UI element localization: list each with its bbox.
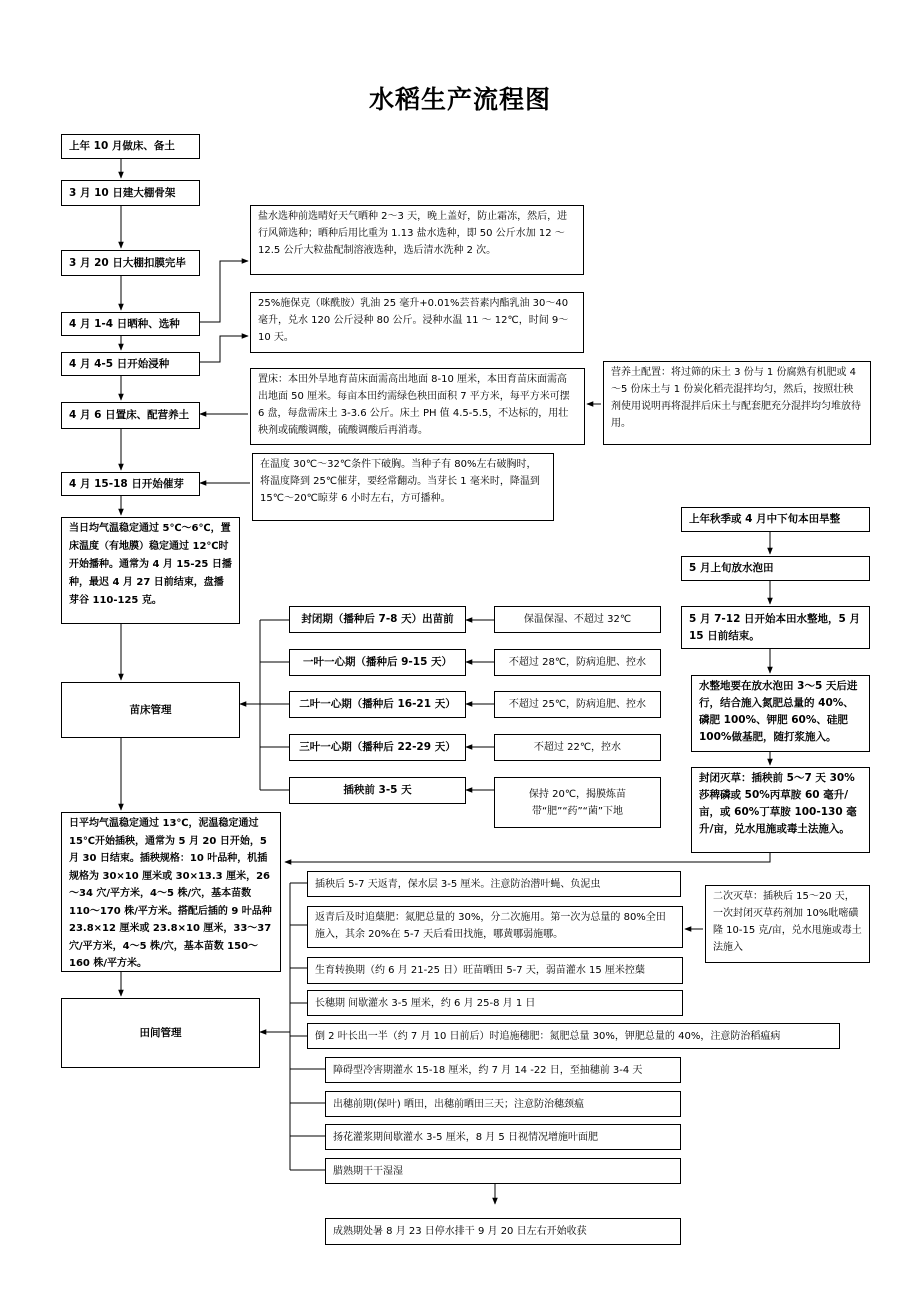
note-germination: 在温度 30℃～32℃条件下破胸。当种子有 80%左右破胸时，将温度降到 25℃催芽，要经常翻动。当芽长 1 毫米时，降温到 15℃～20℃晾芽 6 小时左右，方可播种。: [252, 453, 554, 521]
step-prepare-bed: 上年 10 月做床、备土: [61, 134, 200, 159]
field-step-dough-stage: 腊熟期干干湿湿: [325, 1158, 681, 1184]
step-seed-selection: 4 月 1-4 日晒种、选种: [61, 312, 200, 336]
field-prep-flooding: 5 月上旬放水泡田: [681, 556, 870, 581]
seedbed-measure-pre-transplant: 保持 20℃，揭膜炼苗带“肥”“药”“菌”下地: [494, 777, 661, 828]
note-bed-setting: 置床：本田外旱地育苗床面需高出地面 8-10 厘米，本田育苗床面需高出地面 50 厘米。每亩本田约需绿色秧田面积 7 平方米，每平方米可摆 6 盘，每盘需床土 3-3.6 公斤。床土 PH 值 4.5-5.5，不达标的，用壮秧剂或硫酸调酸，硫酸调酸后再消毒。: [250, 368, 585, 445]
step-field-management: 田间管理: [61, 998, 260, 1068]
step-bed-nutrient-soil: 4 月 6 日置床、配营养土: [61, 402, 200, 429]
step-germination: 4 月 15-18 日开始催芽: [61, 472, 200, 496]
field-step-panicle-fertilizer: 倒 2 叶长出一半（约 7 月 10 日前后）时追施穗肥：氮肥总量 30%，钾肥总量的 40%，注意防治稻瘟病: [307, 1023, 840, 1049]
field-prep-base-fertilizer: 水整地要在放水泡田 3～5 天后进行，结合施入氮肥总量的 40%、磷肥 100%、钾肥 60%、硅肥 100%做基肥，随打浆施入。: [691, 675, 870, 752]
step-greenhouse-frame: 3 月 10 日建大棚骨架: [61, 180, 200, 206]
step-transplanting: 日平均气温稳定通过 13℃，泥温稳定通过 15℃开始插秧，通常为 5 月 20 日开始，5 月 30 日结束。插秧规格：10 叶品种，机插规格为 30×10 厘米或 30×13.3 厘米，26～34 穴/平方米，4～5 株/穴，基本苗数 110～170 株/平方米。搭配后插的 9 叶品种 23.8×12 厘米或 23.8×10 厘米，33～37 穴/平方米，4～5 株/穴，基本苗数 150～160 株/平方米。: [61, 812, 281, 972]
final-step-harvest: 成熟期处暑 8 月 23 日停水排干 9 月 20 日左右开始收获: [325, 1218, 681, 1245]
step-seed-soaking: 4 月 4-5 日开始浸种: [61, 352, 200, 376]
field-prep-dry-tillage: 上年秋季或 4 月中下旬本田旱整: [681, 507, 870, 532]
field-step-tiller-fertilizer: 返青后及时追蘖肥：氮肥总量的 30%，分二次施用。第一次为总量的 80%全田施入，其余 20%在 5-7 天后看田找施，哪黄哪弱施哪。: [307, 906, 683, 948]
seedbed-stage-three-leaf: 三叶一心期（播种后 22-29 天）: [289, 734, 466, 761]
note-second-weeding: 二次灭草：插秧后 15～20 天，一次封闭灭草药剂加 10%吡嘧磺隆 10-15 克/亩，兑水甩施或毒土法施入: [705, 885, 870, 963]
field-prep-water-tillage: 5 月 7-12 日开始本田水整地，5 月 15 日前结束。: [681, 606, 870, 649]
note-soaking: 25%施保克（咪酰胺）乳油 25 毫升+0.01%芸苔素内酯乳油 30～40 毫升，兑水 120 公斤浸种 80 公斤。浸种水温 11 ～ 12℃，时间 9～10 天。: [250, 292, 584, 353]
step-greenhouse-film: 3 月 20 日大棚扣膜完毕: [61, 250, 200, 276]
step-sowing: 当日均气温稳定通过 5℃～6℃，置床温度（有地膜）稳定通过 12℃时开始播种。通常为 4 月 15-25 日播种，最迟 4 月 27 日前结束，盘播芽谷 110-125 克。: [61, 517, 240, 624]
seedbed-stage-pre-transplant: 插秧前 3-5 天: [289, 777, 466, 804]
field-step-cold-damage: 障碍型冷害期灌水 15-18 厘米，约 7 月 14 -22 日，至抽穗前 3-4 天: [325, 1057, 681, 1083]
seedbed-stage-closed: 封闭期（播种后 7-8 天）出苗前: [289, 606, 466, 633]
field-prep-closed-weeding: 封闭灭草：插秧前 5～7 天 30%莎稗磷或 50%丙草胺 60 毫升/亩，或 60%丁草胺 100-130 毫升/亩，兑水甩施或毒土法施入。: [691, 767, 870, 853]
field-step-flowering: 扬花灌浆期间歇灌水 3-5 厘米，8 月 5 日视情况增施叶面肥: [325, 1124, 681, 1150]
seedbed-measure-one-leaf: 不超过 28℃，防病追肥、控水: [494, 649, 661, 676]
seedbed-stage-two-leaf: 二叶一心期（播种后 16-21 天）: [289, 691, 466, 718]
note-salt-selection: 盐水选种前选晴好天气晒种 2～3 天，晚上盖好，防止霜冻，然后，进行风筛选种；晒种后用比重为 1.13 盐水选种，即 50 公斤水加 12 ～ 12.5 公斤大粒盐配制溶液选种，选后清水洗种 2 次。: [250, 205, 584, 275]
field-step-regreening: 插秧后 5-7 天返青，保水层 3-5 厘米。注意防治潜叶蝇、负泥虫: [307, 871, 681, 897]
field-step-transition-period: 生育转换期（约 6 月 21-25 日）旺苗晒田 5-7 天，弱苗灌水 15 厘米控蘖: [307, 957, 683, 984]
seedbed-measure-three-leaf: 不超过 22℃，控水: [494, 734, 661, 761]
seedbed-measure-two-leaf: 不超过 25℃，防病追肥、控水: [494, 691, 661, 718]
note-nutrient-soil: 营养土配置：将过筛的床土 3 份与 1 份腐熟有机肥或 4～5 份床土与 1 份炭化稻壳混拌均匀，然后，按照壮秧剂使用说明再将混拌后床土与配套肥充分混拌均匀堆放待用。: [603, 361, 871, 445]
step-seedbed-management: 苗床管理: [61, 682, 240, 738]
field-step-panicle-growth: 长穗期 间歇灌水 3-5 厘米，约 6 月 25-8 月 1 日: [307, 990, 683, 1016]
page-title: 水稻生产流程图: [368, 85, 551, 114]
seedbed-stage-one-leaf: 一叶一心期（播种后 9-15 天）: [289, 649, 466, 676]
field-step-pre-heading: 出穗前期(保叶) 晒田，出穗前晒田三天；注意防治穗颈瘟: [325, 1091, 681, 1117]
seedbed-measure-closed: 保温保湿、不超过 32℃: [494, 606, 661, 633]
